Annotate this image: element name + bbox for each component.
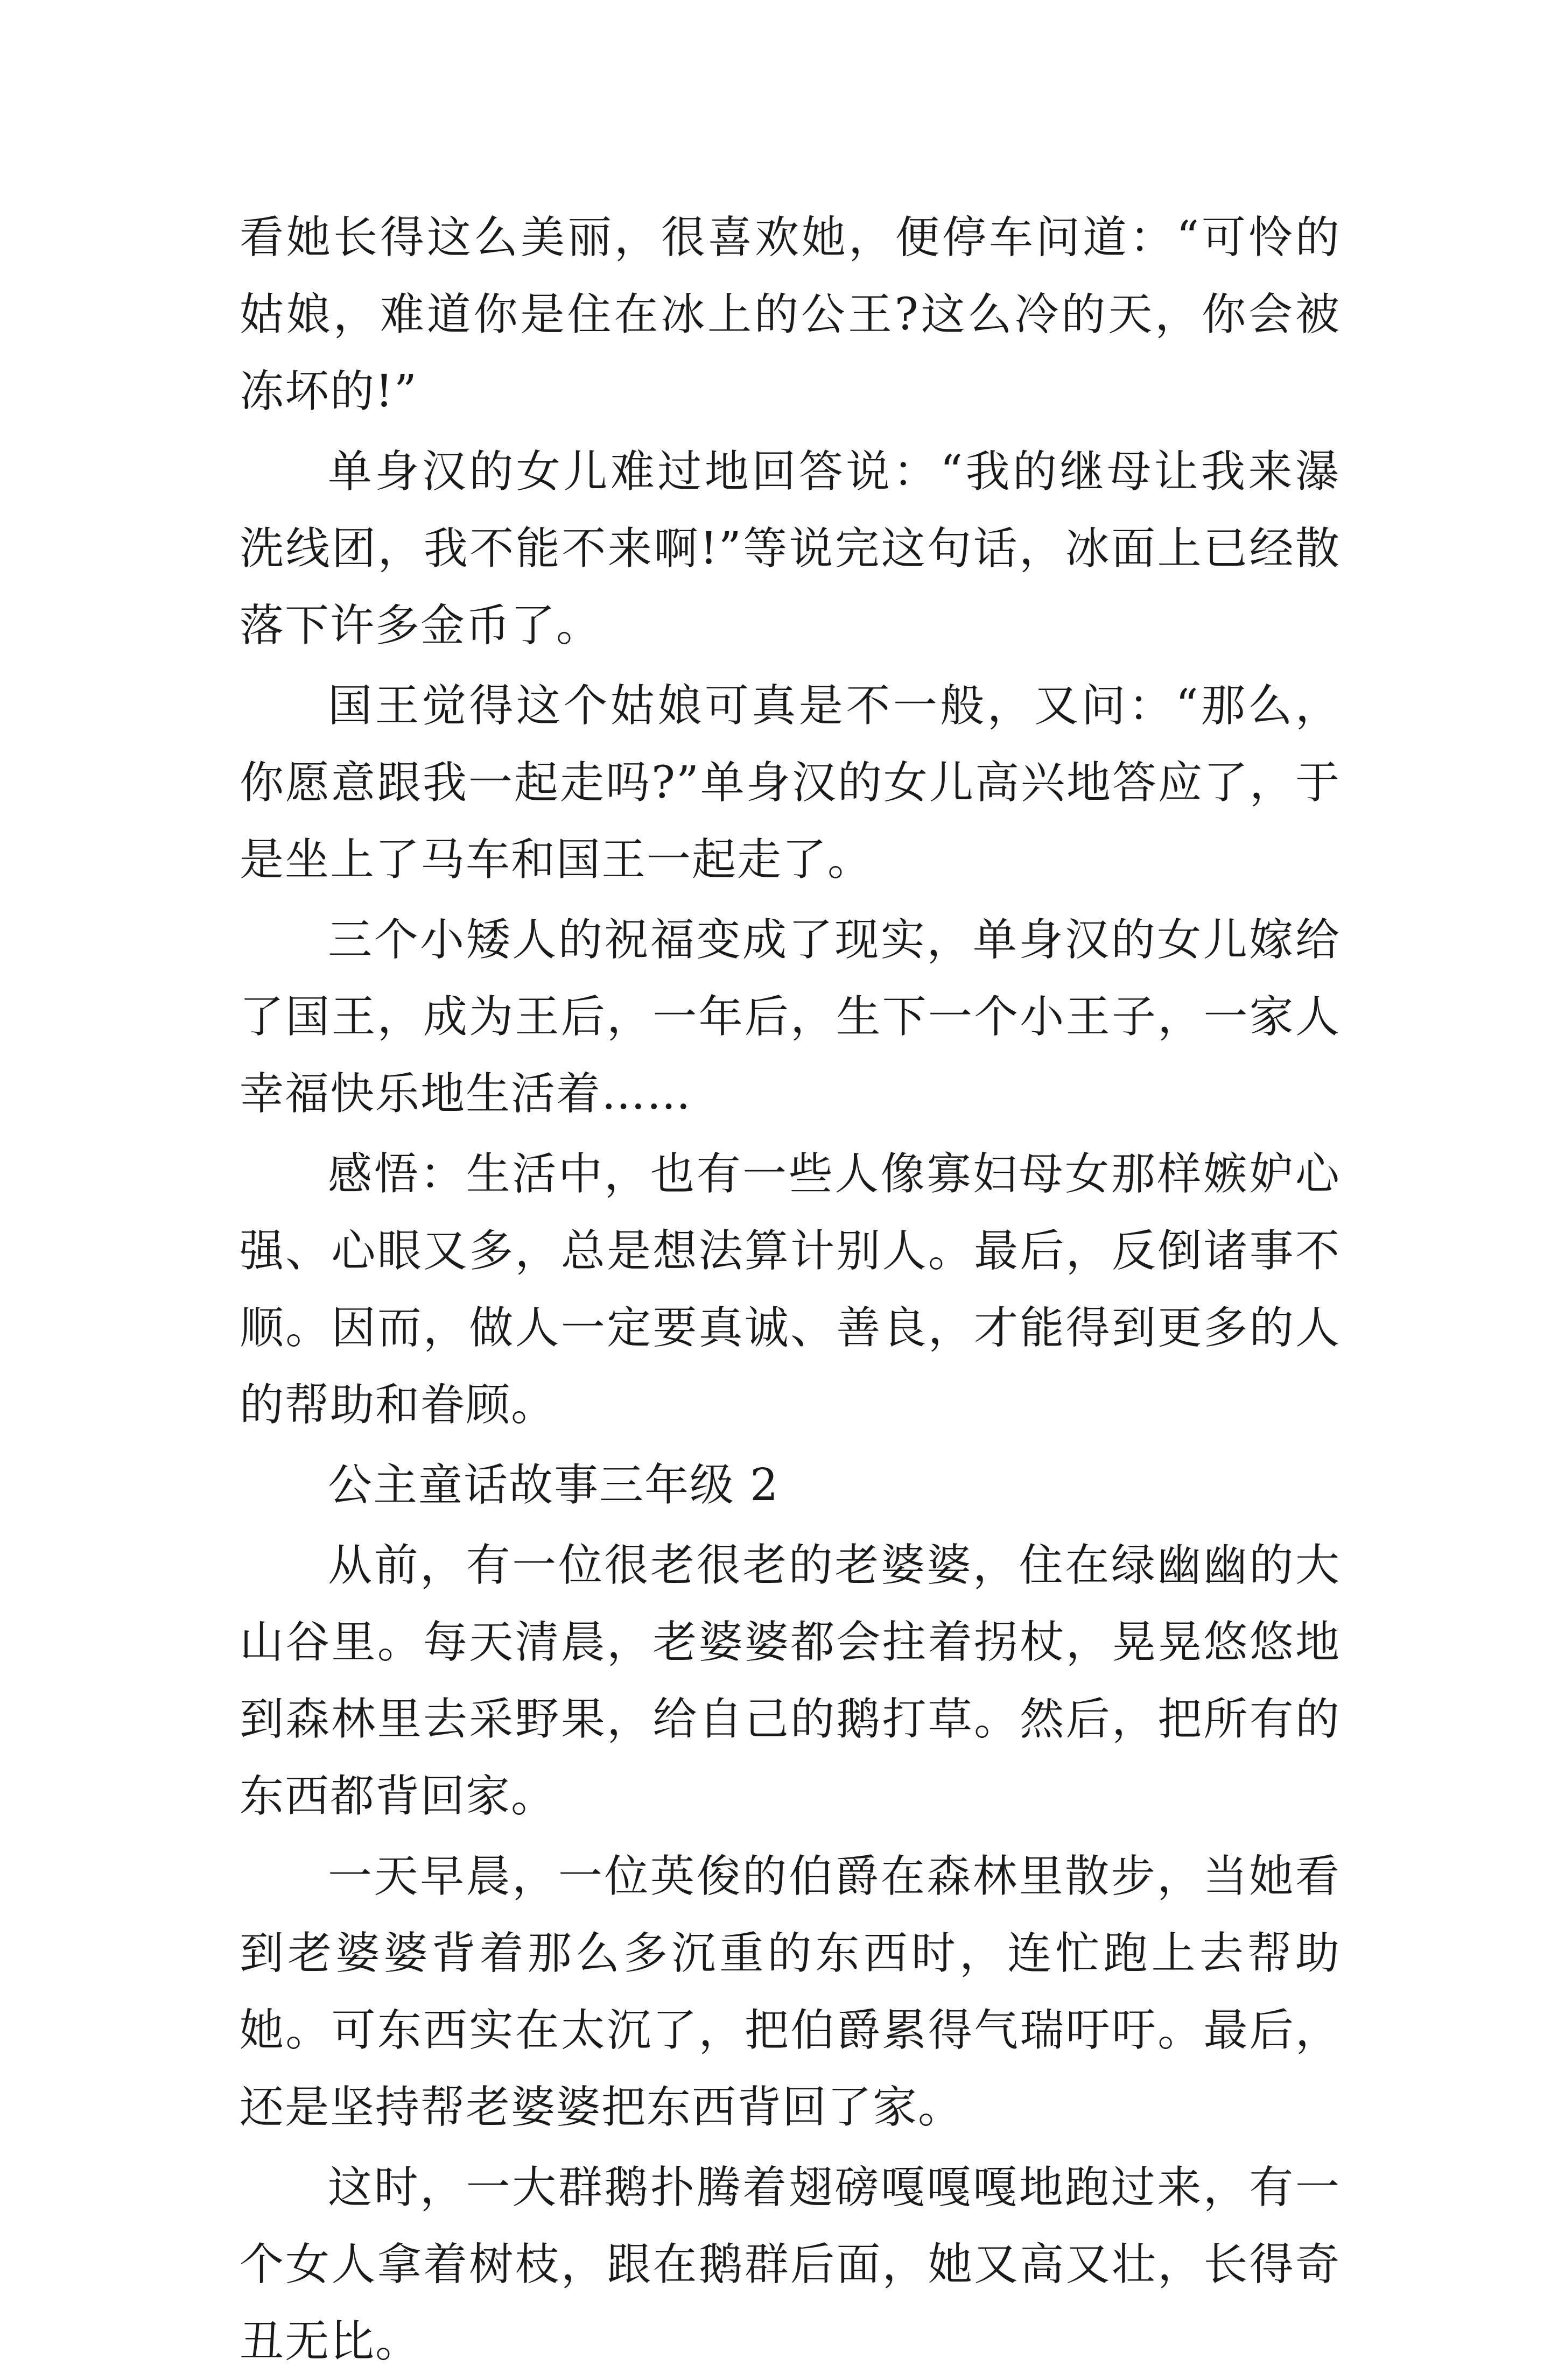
paragraph: 国王觉得这个姑娘可真是不一般，又问：“那么，你愿意跟我一起走吗?”单身汉的女儿高兴地答应了，于是坐上了马车和国王一起走了。 xyxy=(240,680,1341,885)
section-title: 公主童话故事三年级 2 xyxy=(328,1460,780,1511)
paragraph: 三个小矮人的祝福变成了现实，单身汉的女儿嫁给了国王，成为王后，一年后，生下一个小王子，一家人幸福快乐地生活着…… xyxy=(240,914,1341,1119)
paragraph: 单身汉的女儿难过地回答说：“我的继母让我来瀑洗线团，我不能不来啊!”等说完这句话，冰面上已经散落下许多金币了。 xyxy=(240,446,1341,651)
paragraph: 这时，一大群鹅扑腾着翅磅嘎嘎嘎地跑过来，有一个女人拿着树枝，跟在鹅群后面，她又高又壮，长得奇丑无比。 xyxy=(240,2162,1341,2367)
paragraph: 一天早晨，一位英俊的伯爵在森林里散步，当她看到老婆婆背着那么多沉重的东西时，连忙跑上去帮助她。可东西实在太沉了，把伯爵累得气瑞吁吁。最后，还是坚持帮老婆婆把东西背回了家。 xyxy=(240,1851,1341,2133)
document-body xyxy=(240,199,1341,2380)
paragraph: 感悟：生活中，也有一些人像寡妇母女那样嫉妒心强、心眼又多，总是想法算计别人。最后，反倒诸事不顺。因而，做人一定要真诚、善良，才能得到更多的人的帮助和眷顾。 xyxy=(240,1149,1341,1431)
paragraph: 看她长得这么美丽，很喜欢她，便停车问道：“可怜的姑娘，难道你是住在冰上的公王?这么冷的天，你会被冻坏的!” xyxy=(240,212,1341,417)
paragraph: 从前，有一位很老很老的老婆婆，住在绿幽幽的大山谷里。每天清晨，老婆婆都会拄着拐杖，晃晃悠悠地到森林里去采野果，给自己的鹅打草。然后，把所有的东西都背回家。 xyxy=(240,1540,1341,1822)
